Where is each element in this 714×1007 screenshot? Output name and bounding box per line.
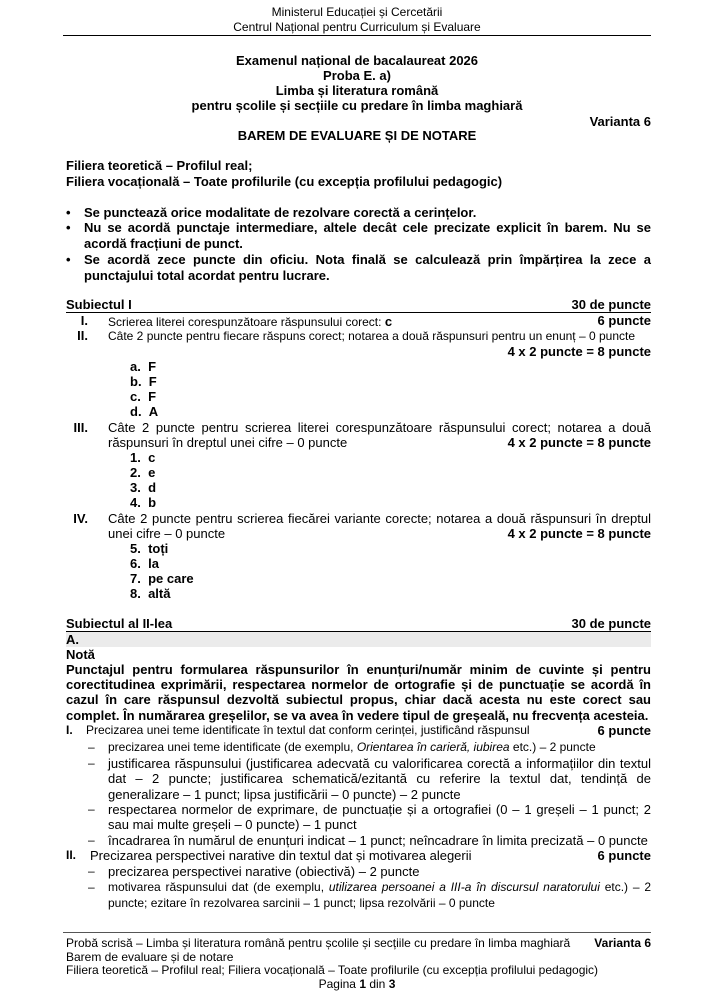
subiect-2-title: Subiectul al II-lea (66, 616, 173, 631)
footer-variant: Varianta 6 (594, 936, 651, 950)
dash-icon: – (88, 880, 95, 894)
dash-icon: – (88, 740, 95, 754)
answer-row: c. F (130, 389, 157, 404)
item-text: Câte 2 puncte pentru scrierea fiecărei variante corecte; notarea a două răspunsuri în dreptul (108, 511, 651, 526)
item-number: II. (66, 848, 77, 862)
footer-divider (63, 932, 651, 933)
answer-row: d. A (130, 404, 159, 419)
subiect-2-points: 30 de puncte (571, 616, 651, 631)
item-number: IV. (73, 511, 88, 526)
part-a-band (66, 632, 651, 647)
proba-title: Proba E. a) (323, 68, 391, 83)
item-text: Câte 2 puncte pentru scrierea literei corespunzătoare răspunsului corect; notarea a două (108, 420, 651, 435)
answer-row: 8. altă (130, 586, 171, 601)
bullet-dot-icon: • (66, 220, 71, 235)
answer-row: b. F (130, 374, 157, 389)
item-text: Precizarea unei teme identificate în textul dat conform cerinței, justificând răspunsul (86, 723, 530, 737)
answer-row: a. F (130, 359, 157, 374)
bullet-dot-icon: • (66, 252, 71, 267)
criterion-text: încadrarea în numărul de enunțuri indicat – 1 punct; neîncadrare în limita precizată – 0 puncte (108, 833, 648, 848)
page-number: Pagina 1 din 3 (318, 977, 396, 991)
criterion-text: justificarea răspunsului (justificarea adecvată cu valorificarea corectă a informațiilor din textul dat – 2 puncte; justificarea schematică/ezitantă cu referire la textul dat, tendință de generalizare – 1 punct; lipsa justificării – 0 puncte) – 2 puncte (108, 756, 651, 802)
criterion-text: motivarea răspunsului dat (de exemplu, utilizarea persoanei a III-a în discursul naratorului etc.) – 2 puncte; ezitare în rezolvarea sarcinii – 1 punct; lipsa rezolvării – 0 puncte (108, 880, 652, 910)
answer-row: 4. b (130, 495, 157, 510)
bullet-dot-icon: • (66, 205, 71, 220)
item-text: răspunsuri în dreptul unei cifre – 0 puncte (108, 435, 348, 450)
audience-title: pentru școlile și secțiile cu predare în limba maghiară (191, 98, 523, 113)
answer-row: 7. pe care (130, 571, 194, 586)
part-a-label: A. (66, 632, 79, 647)
item-points: 4 x 2 puncte = 8 puncte (507, 344, 651, 359)
item-text: Scrierea literei corespunzătoare răspunsului corect: c (108, 314, 393, 329)
subiect-1-points: 30 de puncte (571, 297, 651, 312)
footer-line-3: Filiera teoretică – Profilul real; Filiera vocațională – Toate profilurile (cu excepția profilului pedagogic) (66, 963, 599, 977)
subiect-1-title: Subiectul I (66, 297, 132, 312)
answer-row: 6. la (130, 556, 159, 571)
subiect-1-divider (66, 312, 651, 313)
item-points: 6 puncte (597, 723, 651, 738)
item-points: 4 x 2 puncte = 8 puncte (507, 526, 651, 541)
barem-title: BAREM DE EVALUARE ȘI DE NOTARE (237, 128, 477, 143)
center-name: Centrul Național pentru Curriculum și Evaluare (233, 20, 481, 34)
dash-icon: – (88, 802, 95, 816)
ministry-name: Ministerul Educației și Cercetării (271, 5, 443, 19)
answer-row: 2. e (130, 465, 156, 480)
filiera-line-2: Filiera vocațională – Toate profilurile (cu excepția profilului pedagogic) (66, 174, 503, 189)
item-text: Precizarea perspectivei narative din textul dat și motivarea alegerii (90, 848, 472, 863)
nota-title: Notă (66, 647, 95, 662)
header-divider (63, 35, 651, 36)
subject-title: Limba și literatura română (275, 83, 439, 98)
answer-row: 1. c (130, 450, 156, 465)
criterion-text: precizarea perspectivei narative (obiectivă) – 2 puncte (108, 864, 420, 879)
bullet-item: • Se punctează orice modalitate de rezolvare corectă a cerințelor. (66, 205, 477, 220)
footer-line-2: Barem de evaluare și de notare (66, 950, 234, 964)
exam-title: Examenul național de bacalaureat 2026 (235, 53, 479, 68)
nota-text: Punctajul pentru formularea răspunsurilor în enunțuri/număr minim de cuvinte și pentru corectitudinea exprimării, respectarea normelor de ortografie și de punctuație se acordă în cazul în care răspunsul dezvoltă subiectul propus, chiar dacă acesta nu este corect sau complet. În numărarea greșelilor, se va avea în vedere tipul de greșeală, nu frecvența acesteia. (66, 662, 651, 723)
dash-icon: – (88, 756, 95, 770)
bullet-item: • Se acordă zece puncte din oficiu. Nota finală se calculează prin împărțirea la zece a punctajului total acordat pentru lucrare. (66, 252, 651, 283)
item-text: Câte 2 puncte pentru fiecare răspuns corect; notarea a două răspunsuri pentru un enunț – 0 puncte (108, 329, 636, 343)
answer-row: 3. d (130, 480, 157, 495)
item-points: 6 puncte (597, 848, 651, 863)
answer-row: 5. toți (130, 541, 169, 556)
item-number: III. (73, 420, 88, 435)
item-points: 4 x 2 puncte = 8 puncte (507, 435, 651, 450)
filiera-line-1: Filiera teoretică – Profilul real; (66, 158, 253, 173)
variant-label: Varianta 6 (589, 114, 651, 129)
item-points: 6 puncte (597, 313, 651, 328)
criterion-text: respectarea normelor de exprimare, de punctuație și a ortografiei (0 – 1 greșeli – 1 punct; 2 sau mai multe greșeli – 0 puncte) – 1 punct (108, 802, 651, 833)
dash-icon: – (88, 864, 95, 878)
item-number: I. (66, 723, 73, 737)
item-text: unei cifre – 0 puncte (108, 526, 226, 541)
footer-line-1: Probă scrisă – Limba și literatura română pentru școlile și secțiile cu predare în limba maghiară (66, 936, 571, 950)
item-number: II. (77, 328, 88, 343)
bullet-item: • Nu se acordă punctaje intermediare, altele decât cele precizate explicit în barem. Nu se acordă fracțiuni de punct. (66, 220, 651, 251)
item-number: I. (80, 313, 88, 328)
dash-icon: – (88, 833, 95, 847)
criterion-text: precizarea unei teme identificate (de exemplu, Orientarea în carieră, iubirea etc.) – 2 puncte (108, 740, 596, 754)
